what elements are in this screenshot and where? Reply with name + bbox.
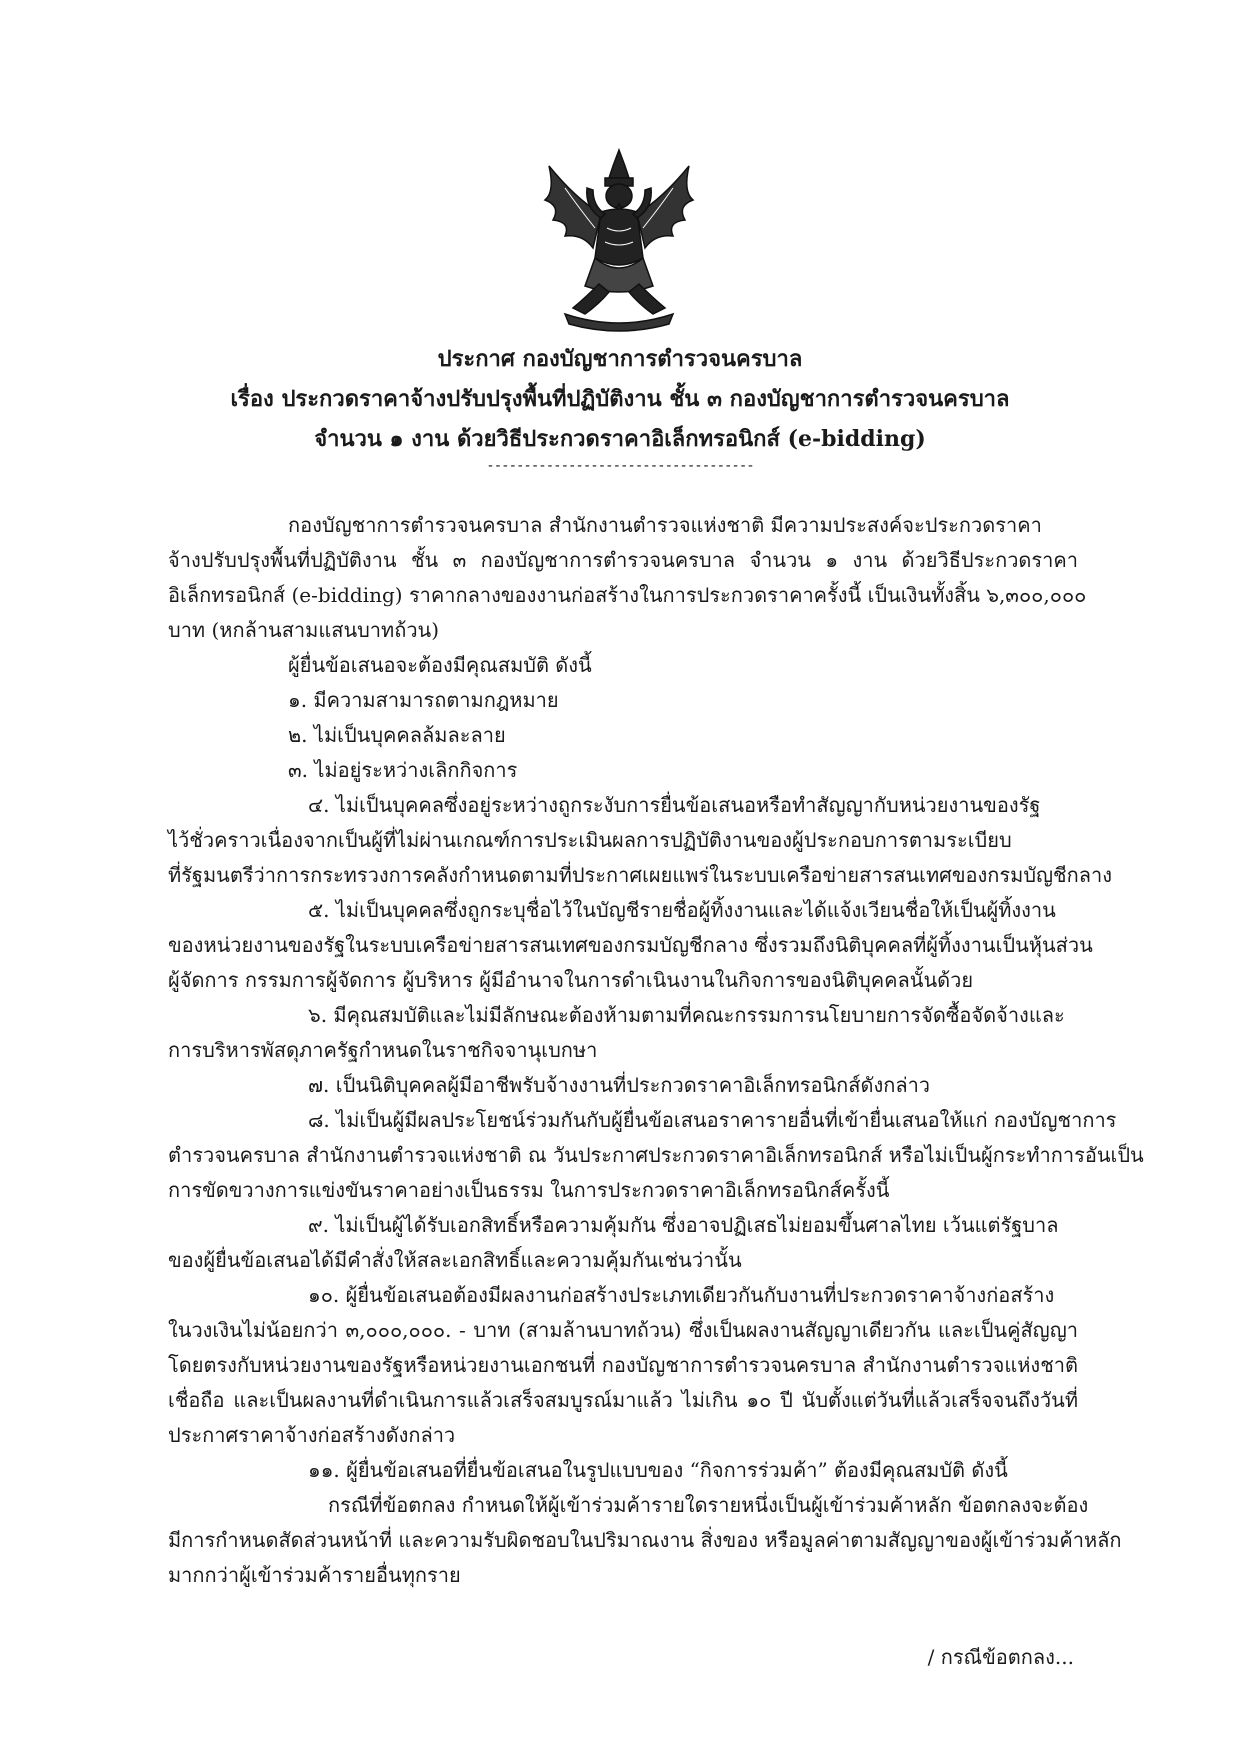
qualifications-intro: ผู้ยื่นข้อเสนอจะต้องมีคุณสมบัติ ดังนี้ [288, 653, 592, 677]
qualification-item-line: ของผู้ยื่นข้อเสนอได้มีคำสั่งให้สละเอกสิทธิ์และความคุ้มกันเช่นว่านั้น [168, 1248, 742, 1272]
qualification-item-line: ประกาศราคาจ้างก่อสร้างดังกล่าว [168, 1423, 456, 1447]
paragraph-line: จ้างปรับปรุงพื้นที่ปฏิบัติงาน ชั้น ๓ กองบัญชาการตำรวจนครบาล จำนวน ๑ งาน ด้วยวิธีประกวดราคา [168, 548, 1078, 572]
qualification-item: ๙. ไม่เป็นผู้ได้รับเอกสิทธิ์หรือความคุ้มกัน ซึ่งอาจปฏิเสธไม่ยอมขึ้นศาลไทย เว้นแต่รัฐบาล [308, 1213, 1059, 1237]
qualification-item-line: ที่รัฐมนตรีว่าการกระทรวงการคลังกำหนดตามที่ประกาศเผยแพร่ในระบบเครือข่ายสารสนเทศของกรมบัญชีกลาง [168, 863, 1112, 887]
qualification-item-line: ในวงเงินไม่น้อยกว่า ๓,๐๐๐,๐๐๐. - บาท (สามล้านบาทถ้วน) ซึ่งเป็นผลงานสัญญาเดียวกัน และเป็นคู่สัญญา [168, 1318, 1078, 1342]
qualification-item-line: การขัดขวางการแข่งขันราคาอย่างเป็นธรรม ในการประกวดราคาอิเล็กทรอนิกส์ครั้งนี้ [168, 1178, 890, 1202]
qualification-item-line: โดยตรงกับหน่วยงานของรัฐหรือหน่วยงานเอกชนที่ กองบัญชาการตำรวจนครบาล สำนักงานตำรวจแห่งชาติ [168, 1353, 1078, 1377]
paragraph-line: บาท (หกล้านสามแสนบาทถ้วน) [168, 618, 440, 642]
joint-venture-clause: กรณีที่ข้อตกลง กำหนดให้ผู้เข้าร่วมค้ารายใดรายหนึ่งเป็นผู้เข้าร่วมค้าหลัก ข้อตกลงจะต้อง [328, 1493, 1089, 1517]
document-subject-continued: จำนวน ๑ งาน ด้วยวิธีประกวดราคาอิเล็กทรอนิกส์ (e-bidding) [314, 426, 926, 452]
qualification-item-line: ของหน่วยงานของรัฐในระบบเครือข่ายสารสนเทศของกรมบัญชีกลาง ซึ่งรวมถึงนิติบุคคลที่ผู้ทิ้งงานเป็นหุ้นส่วน [168, 933, 1093, 957]
qualification-item: ๗. เป็นนิติบุคคลผู้มีอาชีพรับจ้างงานที่ประกวดราคาอิเล็กทรอนิกส์ดังกล่าว [308, 1073, 931, 1097]
qualification-item: ๔. ไม่เป็นบุคคลซึ่งอยู่ระหว่างถูกระงับการยื่นข้อเสนอหรือทำสัญญากับหน่วยงานของรัฐ [308, 793, 1041, 817]
paragraph-line: อิเล็กทรอนิกส์ (e-bidding) ราคากลางของงานก่อสร้างในการประกวดราคาครั้งนี้ เป็นเงินทั้งสิ้น ๖,๓๐๐,๐๐๐ [168, 583, 1087, 607]
qualification-item: ๓. ไม่อยู่ระหว่างเลิกกิจการ [288, 758, 518, 782]
document-subject: เรื่อง ประกวดราคาจ้างปรับปรุงพื้นที่ปฏิบัติงาน ชั้น ๓ กองบัญชาการตำรวจนครบาล [230, 386, 1010, 412]
continuation-marker: / กรณีข้อตกลง... [927, 1645, 1074, 1669]
qualification-item-line: การบริหารพัสดุภาครัฐกำหนดในราชกิจจานุเบกษา [168, 1038, 598, 1062]
qualification-item: ๒. ไม่เป็นบุคคลล้มละลาย [288, 723, 506, 747]
paragraph-line: กองบัญชาการตำรวจนครบาล สำนักงานตำรวจแห่งชาติ มีความประสงค์จะประกวดราคา [288, 513, 1042, 537]
qualification-item: ๑๐. ผู้ยื่นข้อเสนอต้องมีผลงานก่อสร้างประเภทเดียวกันกับงานที่ประกวดราคาจ้างก่อสร้าง [308, 1283, 1055, 1307]
joint-venture-clause-line: มีการกำหนดสัดส่วนหน้าที่ และความรับผิดชอบในปริมาณงาน สิ่งของ หรือมูลค่าตามสัญญาของผู้เข้าร่วมค้าหลัก [168, 1528, 1122, 1552]
qualification-item-line: ตำรวจนครบาล สำนักงานตำรวจแห่งชาติ ณ วันประกาศประกวดราคาอิเล็กทรอนิกส์ หรือไม่เป็นผู้กระทำการอันเป็น [168, 1143, 1144, 1167]
joint-venture-clause-line: มากกว่าผู้เข้าร่วมค้ารายอื่นทุกราย [168, 1563, 461, 1587]
qualification-item: ๖. มีคุณสมบัติและไม่มีลักษณะต้องห้ามตามที่คณะกรรมการนโยบายการจัดซื้อจัดจ้างและ [308, 1003, 1065, 1027]
qualification-item: ๑. มีความสามารถตามกฎหมาย [288, 688, 559, 712]
garuda-emblem-icon [535, 148, 703, 333]
qualification-item: ๕. ไม่เป็นบุคคลซึ่งถูกระบุชื่อไว้ในบัญชีรายชื่อผู้ทิ้งงานและได้แจ้งเวียนชื่อให้เป็นผู้ทิ้งงาน [308, 898, 1056, 922]
document-title: ประกาศ กองบัญชาการตำรวจนครบาล [437, 346, 803, 372]
qualification-item-line: เชื่อถือ และเป็นผลงานที่ดำเนินการแล้วเสร็จสมบูรณ์มาแล้ว ไม่เกิน ๑๐ ปี นับตั้งแต่วันที่แล้วเสร็จจนถึงวันที่ [168, 1388, 1078, 1412]
qualification-item: ๑๑. ผู้ยื่นข้อเสนอที่ยื่นข้อเสนอในรูปแบบของ “กิจการร่วมค้า” ต้องมีคุณสมบัติ ดังนี้ [308, 1458, 1008, 1482]
qualification-item: ๘. ไม่เป็นผู้มีผลประโยชน์ร่วมกันกับผู้ยื่นข้อเสนอราคารายอื่นที่เข้ายื่นเสนอให้แก่ กองบัญชาการ [308, 1108, 1117, 1132]
qualification-item-line: ไว้ชั่วคราวเนื่องจากเป็นผู้ที่ไม่ผ่านเกณฑ์การประเมินผลการปฏิบัติงานของผู้ประกอบการตามระเบียบ [168, 828, 1012, 852]
divider: ------------------------------------ [486, 458, 754, 474]
qualification-item-line: ผู้จัดการ กรรมการผู้จัดการ ผู้บริหาร ผู้มีอำนาจในการดำเนินงานในกิจการของนิติบุคคลนั้นด้วย [168, 968, 974, 992]
